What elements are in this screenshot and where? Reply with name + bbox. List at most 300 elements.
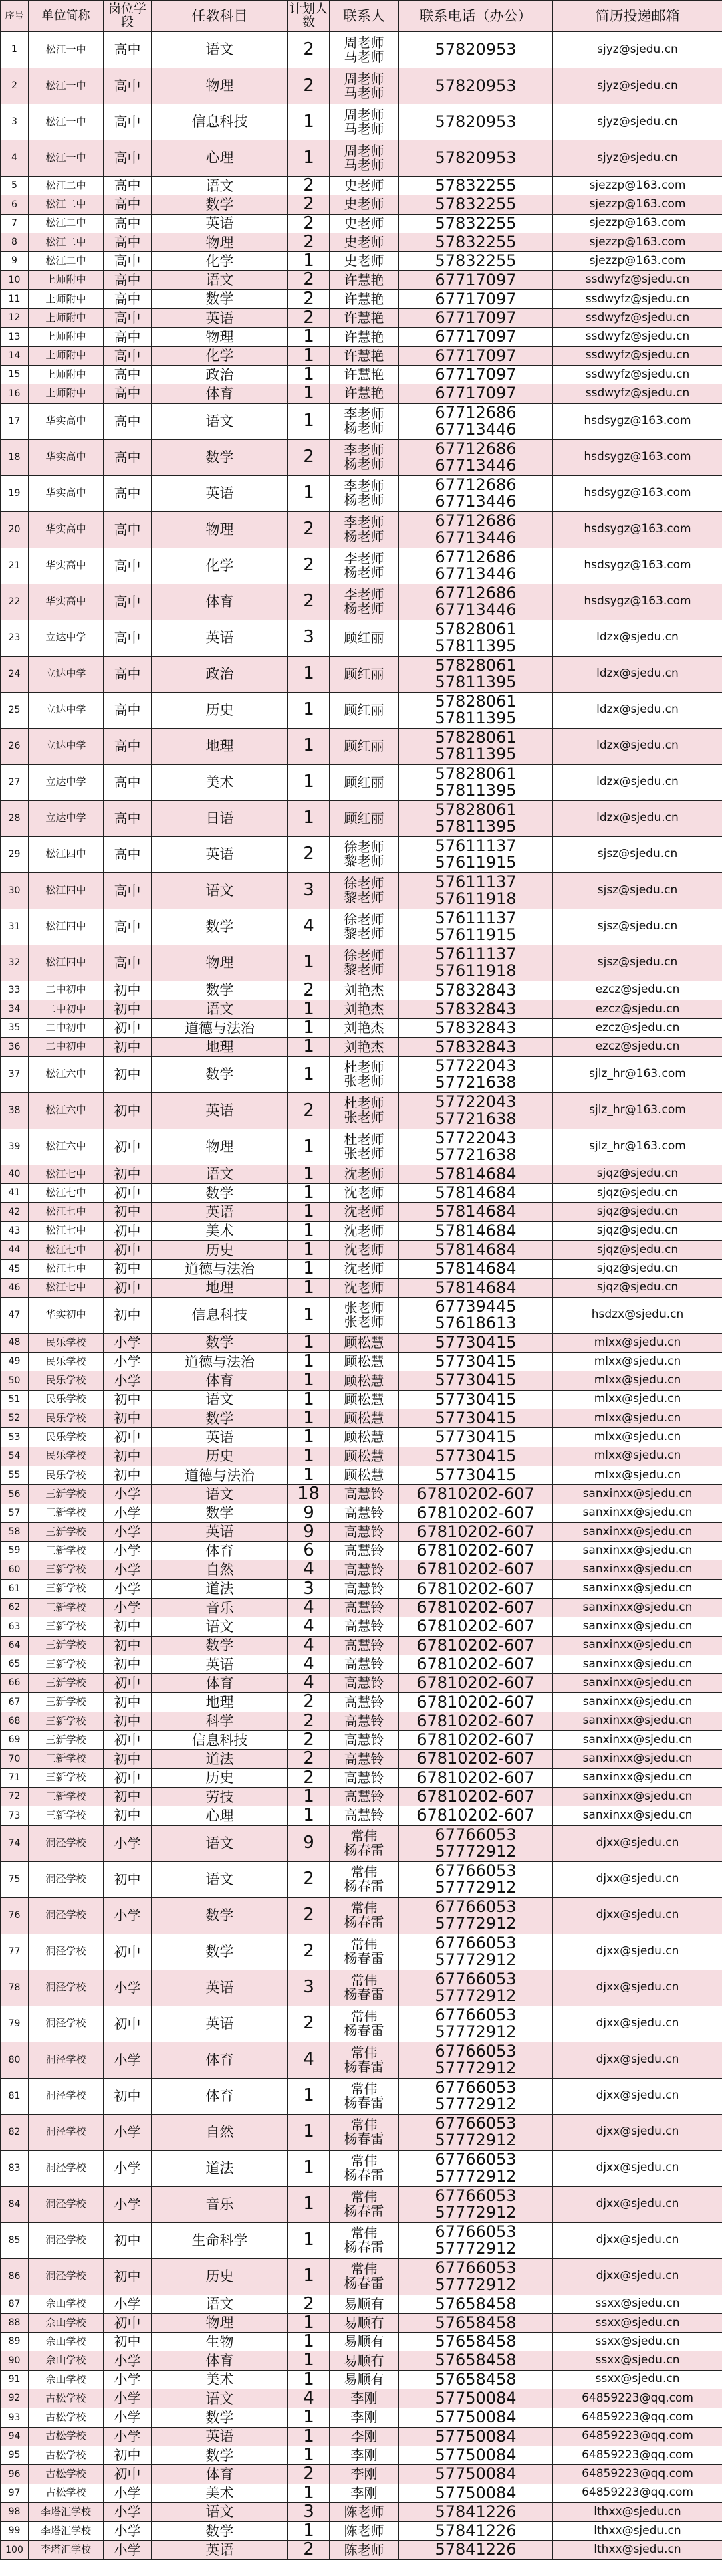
cell-contact-line: 常伟	[350, 2044, 378, 2061]
cell-stage: 小学	[104, 1522, 152, 1541]
table-row	[1, 2042, 722, 2078]
cell-phone-line: 67810202-607	[416, 1692, 535, 1712]
cell-contact	[330, 1221, 399, 1240]
cell-contact-line: 常伟	[350, 2189, 378, 2206]
cell-email: mlxx@sjedu.cn	[553, 1333, 722, 1352]
cell-phone	[399, 1240, 553, 1259]
cell-contact	[330, 1970, 399, 2006]
cell-phone	[399, 2522, 553, 2541]
table-row	[1, 2114, 722, 2150]
cell-phone-line: 57721638	[435, 1145, 517, 1165]
cell-contact	[330, 909, 399, 945]
cell-contact-line: 顾红丽	[344, 701, 384, 718]
cell-phone-line: 67712686	[435, 475, 517, 494]
cell-contact-line: 李老师	[344, 586, 384, 603]
cell-subject: 英语	[152, 1203, 288, 1221]
cell-email: sjezzp@163.com	[553, 195, 722, 214]
cell-seq: 93	[1, 2408, 29, 2427]
cell-contact-line: 李刚	[350, 2466, 378, 2482]
cell-contact-line: 高慧铃	[344, 1561, 384, 1578]
cell-phone-line: 57611918	[435, 961, 517, 981]
cell-count: 1	[288, 252, 330, 271]
cell-phone-line: 57828061	[435, 764, 517, 783]
table-row	[1, 1674, 722, 1693]
cell-phone	[399, 1970, 553, 2006]
cell-seq: 57	[1, 1504, 29, 1522]
table-row	[1, 1636, 722, 1655]
cell-stage: 高中	[104, 692, 152, 728]
cell-phone-line: 67713446	[435, 420, 517, 439]
cell-contact	[330, 1825, 399, 1861]
cell-contact	[330, 1297, 399, 1333]
cell-phone-line: 57772912	[435, 1950, 517, 1970]
table-row	[1, 1542, 722, 1560]
table-row	[1, 1240, 722, 1259]
cell-subject: 体育	[152, 2465, 288, 2484]
cell-unit: 三新学校	[29, 1712, 104, 1730]
cell-email: sjqz@sjedu.cn	[553, 1165, 722, 1183]
cell-phone-line: 57772912	[435, 2167, 517, 2186]
cell-phone-line: 67810202-607	[416, 1636, 535, 1655]
cell-stage: 高中	[104, 177, 152, 195]
cell-contact	[330, 2408, 399, 2427]
cell-phone	[399, 195, 553, 214]
cell-phone-line: 67810202-607	[416, 1617, 535, 1636]
cell-phone-line: 57750084	[435, 2464, 517, 2484]
cell-contact	[330, 2502, 399, 2521]
cell-count: 18	[288, 1485, 330, 1504]
cell-stage: 小学	[104, 2150, 152, 2186]
cell-count: 4	[288, 1655, 330, 1673]
cell-contact-line: 沈老师	[344, 1242, 384, 1258]
cell-phone	[399, 1165, 553, 1183]
cell-seq: 51	[1, 1390, 29, 1409]
cell-email: hsdsygz@163.com	[553, 511, 722, 548]
cell-phone-line: 67766053	[435, 2258, 517, 2277]
cell-contact-line: 李老师	[344, 406, 384, 423]
cell-count: 3	[288, 1579, 330, 1598]
cell-contact-line: 易顺有	[344, 2371, 384, 2387]
cell-email: sanxinxx@sjedu.cn	[553, 1522, 722, 1541]
cell-stage: 小学	[104, 2186, 152, 2222]
cell-contact-line: 史老师	[344, 215, 384, 231]
cell-phone-line: 67766053	[435, 2186, 517, 2205]
cell-contact	[330, 1000, 399, 1018]
cell-subject: 美术	[152, 764, 288, 800]
cell-phone-line: 57832255	[435, 251, 517, 271]
cell-phone-line: 67810202-607	[416, 1598, 535, 1617]
cell-contact-line: 高慧铃	[344, 1504, 384, 1521]
cell-phone	[399, 1825, 553, 1861]
cell-phone-line: 57611137	[435, 836, 517, 855]
table-row	[1, 1731, 722, 1750]
cell-contact-line: 高慧铃	[344, 1750, 384, 1767]
table-row	[1, 2186, 722, 2222]
cell-unit: 古松学校	[29, 2408, 104, 2427]
cell-phone-line: 57772912	[435, 2059, 517, 2078]
cell-phone-line: 57658458	[435, 2370, 517, 2389]
cell-email: ezcz@sjedu.cn	[553, 981, 722, 1000]
cell-phone-line: 57750084	[435, 2484, 517, 2502]
cell-unit: 上师附中	[29, 365, 104, 384]
cell-count: 1	[288, 1019, 330, 1038]
cell-phone-line: 67717097	[435, 365, 517, 384]
table-row	[1, 656, 722, 692]
cell-phone	[399, 1712, 553, 1730]
cell-contact-line: 李刚	[350, 2484, 378, 2501]
cell-phone-line: 57772912	[435, 1842, 517, 1861]
cell-seq: 52	[1, 1409, 29, 1428]
cell-seq: 55	[1, 1466, 29, 1484]
cell-seq: 66	[1, 1674, 29, 1693]
cell-subject: 物理	[152, 68, 288, 104]
cell-stage: 高中	[104, 403, 152, 439]
cell-stage: 初中	[104, 1466, 152, 1484]
cell-subject: 语文	[152, 872, 288, 909]
cell-contact-line: 杨老师	[344, 420, 384, 437]
cell-contact-line: 高慧铃	[344, 1618, 384, 1635]
cell-contact	[330, 836, 399, 872]
cell-count: 2	[288, 2295, 330, 2313]
cell-phone	[399, 800, 553, 836]
cell-subject: 科学	[152, 1712, 288, 1730]
table-row	[1, 764, 722, 800]
cell-unit: 二中初中	[29, 1019, 104, 1038]
cell-count: 1	[288, 1000, 330, 1018]
cell-contact-line: 陈老师	[344, 2503, 384, 2520]
cell-email: djxx@sjedu.cn	[553, 2258, 722, 2295]
cell-contact-line: 沈老师	[344, 1222, 384, 1239]
cell-contact-line: 杨春雷	[344, 1914, 384, 1931]
cell-subject: 语文	[152, 1165, 288, 1183]
cell-contact-line: 顾红丽	[344, 629, 384, 646]
cell-phone-line: 57832255	[435, 214, 517, 233]
cell-subject: 历史	[152, 2258, 288, 2295]
cell-seq: 6	[1, 195, 29, 214]
cell-subject: 美术	[152, 2484, 288, 2502]
table-row	[1, 1428, 722, 1447]
cell-phone-line: 57611915	[435, 925, 517, 945]
cell-unit: 洞泾学校	[29, 1970, 104, 2006]
cell-subject: 政治	[152, 365, 288, 384]
cell-unit: 洞泾学校	[29, 1897, 104, 1934]
cell-stage: 小学	[104, 2484, 152, 2502]
cell-subject: 数学	[152, 289, 288, 308]
cell-phone	[399, 140, 553, 177]
cell-stage: 初中	[104, 1655, 152, 1673]
table-row	[1, 2258, 722, 2295]
table-row	[1, 1693, 722, 1712]
cell-phone-line: 57772912	[435, 2203, 517, 2222]
cell-seq: 96	[1, 2465, 29, 2484]
cell-email: sanxinxx@sjedu.cn	[553, 1617, 722, 1636]
cell-seq: 78	[1, 1970, 29, 2006]
cell-phone-line: 57814684	[435, 1221, 517, 1240]
cell-seq: 13	[1, 328, 29, 346]
cell-phone	[399, 1409, 553, 1428]
table-row	[1, 1221, 722, 1240]
cell-stage: 高中	[104, 140, 152, 177]
cell-phone-line: 67810202-607	[416, 1730, 535, 1750]
cell-email: sanxinxx@sjedu.cn	[553, 1636, 722, 1655]
cell-contact	[330, 1750, 399, 1768]
cell-phone	[399, 1617, 553, 1636]
cell-email: ldzx@sjedu.cn	[553, 764, 722, 800]
cell-contact-line: 高慧铃	[344, 1769, 384, 1786]
cell-email: djxx@sjedu.cn	[553, 1934, 722, 1970]
cell-contact	[330, 1466, 399, 1484]
cell-stage: 高中	[104, 214, 152, 233]
table-row	[1, 140, 722, 177]
cell-unit: 立达中学	[29, 800, 104, 836]
cell-count: 2	[288, 2006, 330, 2042]
cell-contact-line: 刘艳杰	[344, 981, 384, 998]
cell-subject: 地理	[152, 728, 288, 764]
cell-contact-line: 史老师	[344, 177, 384, 194]
cell-subject: 美术	[152, 1221, 288, 1240]
table-row	[1, 1056, 722, 1092]
cell-email: lthxx@sjedu.cn	[553, 2522, 722, 2541]
cell-email: ssdwyfz@sjedu.cn	[553, 309, 722, 328]
cell-phone	[399, 475, 553, 511]
table-row	[1, 2484, 722, 2502]
cell-phone-line: 57814684	[435, 1165, 517, 1183]
cell-contact	[330, 1655, 399, 1673]
cell-phone	[399, 836, 553, 872]
table-row	[1, 1260, 722, 1278]
cell-contact-line: 易顺有	[344, 2352, 384, 2369]
cell-contact	[330, 1731, 399, 1750]
cell-contact-line: 刘艳杰	[344, 1001, 384, 1017]
cell-phone-line: 57841226	[435, 2502, 517, 2521]
cell-unit: 洞泾学校	[29, 1861, 104, 1897]
cell-stage: 高中	[104, 365, 152, 384]
table-row	[1, 511, 722, 548]
cell-count: 1	[288, 2446, 330, 2464]
cell-contact	[330, 2258, 399, 2295]
cell-subject: 语文	[152, 1000, 288, 1018]
cell-subject: 语文	[152, 32, 288, 68]
cell-phone-line: 57658458	[435, 2313, 517, 2332]
cell-phone-line: 57772912	[435, 1878, 517, 1897]
cell-email: mlxx@sjedu.cn	[553, 1390, 722, 1409]
cell-subject: 语文	[152, 1861, 288, 1897]
cell-unit: 松江四中	[29, 909, 104, 945]
cell-phone-line: 57814684	[435, 1183, 517, 1203]
cell-count: 1	[288, 1165, 330, 1183]
cell-seq: 4	[1, 140, 29, 177]
cell-stage: 小学	[104, 2042, 152, 2078]
cell-count: 1	[288, 2186, 330, 2222]
cell-stage: 初中	[104, 1806, 152, 1825]
cell-stage: 初中	[104, 1861, 152, 1897]
cell-phone	[399, 1636, 553, 1655]
cell-email: djxx@sjedu.cn	[553, 2114, 722, 2150]
cell-contact-line: 杨春雷	[344, 2239, 384, 2256]
table-row	[1, 1485, 722, 1504]
cell-count: 1	[288, 2114, 330, 2150]
cell-count: 1	[288, 365, 330, 384]
cell-contact-line: 徐老师	[344, 947, 384, 964]
cell-unit: 华实高中	[29, 584, 104, 620]
cell-phone-line: 57730415	[435, 1466, 517, 1484]
header-row	[1, 1, 722, 32]
cell-contact-line: 高慧铃	[344, 1486, 384, 1502]
cell-email: lthxx@sjedu.cn	[553, 2502, 722, 2521]
cell-count: 1	[288, 692, 330, 728]
cell-stage: 高中	[104, 945, 152, 981]
cell-email: lthxx@sjedu.cn	[553, 2541, 722, 2559]
cell-seq: 48	[1, 1333, 29, 1352]
cell-seq: 3	[1, 104, 29, 140]
cell-seq: 19	[1, 475, 29, 511]
cell-email: sjqz@sjedu.cn	[553, 1240, 722, 1259]
cell-contact-line: 常伟	[350, 2153, 378, 2170]
cell-stage: 高中	[104, 548, 152, 584]
cell-stage: 初中	[104, 1056, 152, 1092]
cell-stage: 小学	[104, 2502, 152, 2521]
cell-unit: 华实高中	[29, 439, 104, 475]
cell-unit: 上师附中	[29, 384, 104, 403]
cell-count: 1	[288, 104, 330, 140]
cell-unit: 三新学校	[29, 1636, 104, 1655]
cell-contact	[330, 32, 399, 68]
table-row	[1, 1333, 722, 1352]
cell-contact	[330, 1560, 399, 1579]
cell-count: 2	[288, 1897, 330, 1934]
cell-count: 2	[288, 1861, 330, 1897]
cell-contact	[330, 584, 399, 620]
cell-seq: 69	[1, 1731, 29, 1750]
cell-phone-line: 67766053	[435, 2150, 517, 2169]
cell-contact-line: 张老师	[344, 1109, 384, 1126]
cell-stage: 小学	[104, 1504, 152, 1522]
cell-unit: 松江二中	[29, 252, 104, 271]
cell-contact	[330, 1485, 399, 1504]
cell-contact	[330, 1712, 399, 1730]
cell-unit: 三新学校	[29, 1598, 104, 1617]
cell-stage: 初中	[104, 1203, 152, 1221]
table-row	[1, 836, 722, 872]
cell-count: 3	[288, 872, 330, 909]
cell-phone	[399, 68, 553, 104]
cell-phone-line: 57611137	[435, 909, 517, 927]
cell-phone	[399, 2389, 553, 2408]
cell-subject: 美术	[152, 2370, 288, 2389]
cell-unit: 民乐学校	[29, 1390, 104, 1409]
cell-contact-line: 许慧艳	[344, 385, 384, 402]
cell-stage: 小学	[104, 1970, 152, 2006]
cell-phone	[399, 1056, 553, 1092]
cell-unit: 二中初中	[29, 981, 104, 1000]
cell-email: sanxinxx@sjedu.cn	[553, 1693, 722, 1712]
cell-count: 1	[288, 1466, 330, 1484]
cell-email: djxx@sjedu.cn	[553, 2186, 722, 2222]
cell-stage: 小学	[104, 1598, 152, 1617]
cell-phone	[399, 1579, 553, 1598]
cell-phone	[399, 692, 553, 728]
cell-email: 64859223@qq.com	[553, 2465, 722, 2484]
cell-phone	[399, 584, 553, 620]
cell-count: 1	[288, 764, 330, 800]
cell-count: 2	[288, 271, 330, 289]
table-row	[1, 1617, 722, 1636]
cell-contact-line: 周老师	[344, 34, 384, 51]
cell-phone	[399, 728, 553, 764]
cell-contact	[330, 2006, 399, 2042]
cell-subject: 数学	[152, 1333, 288, 1352]
cell-seq: 29	[1, 836, 29, 872]
cell-email: sjqz@sjedu.cn	[553, 1278, 722, 1297]
cell-count: 2	[288, 177, 330, 195]
cell-phone-line: 67713446	[435, 564, 517, 584]
cell-phone	[399, 1184, 553, 1203]
cell-stage: 小学	[104, 1353, 152, 1371]
cell-email: ldzx@sjedu.cn	[553, 800, 722, 836]
table-row	[1, 2333, 722, 2351]
cell-count: 4	[288, 2389, 330, 2408]
cell-email: sanxinxx@sjedu.cn	[553, 1504, 722, 1522]
cell-contact	[330, 2465, 399, 2484]
cell-phone	[399, 1447, 553, 1466]
cell-subject: 体育	[152, 1674, 288, 1693]
table-row	[1, 2522, 722, 2541]
cell-email: sjyz@sjedu.cn	[553, 68, 722, 104]
header-subject: 任教科目	[152, 1, 288, 32]
table-row	[1, 620, 722, 656]
cell-subject: 信息科技	[152, 1731, 288, 1750]
cell-seq: 79	[1, 2006, 29, 2042]
cell-phone-line: 67766053	[435, 1825, 517, 1844]
cell-contact	[330, 439, 399, 475]
cell-unit: 松江七中	[29, 1278, 104, 1297]
cell-contact-line: 沈老师	[344, 1165, 384, 1182]
cell-contact-line: 杨老师	[344, 564, 384, 581]
cell-contact-line: 高慧铃	[344, 1542, 384, 1559]
cell-count: 2	[288, 195, 330, 214]
cell-unit: 立达中学	[29, 620, 104, 656]
cell-contact-line: 马老师	[344, 84, 384, 101]
cell-count: 4	[288, 1560, 330, 1579]
cell-stage: 初中	[104, 1129, 152, 1165]
cell-seq: 95	[1, 2446, 29, 2464]
cell-phone-line: 57820953	[435, 39, 517, 59]
cell-contact-line: 杜老师	[344, 1095, 384, 1112]
table-row	[1, 104, 722, 140]
cell-count: 6	[288, 1542, 330, 1560]
cell-phone-line: 57820953	[435, 148, 517, 167]
cell-contact	[330, 728, 399, 764]
cell-phone	[399, 384, 553, 403]
table-row	[1, 365, 722, 384]
cell-phone-line: 67766053	[435, 2222, 517, 2241]
cell-stage: 初中	[104, 1768, 152, 1787]
cell-contact	[330, 1390, 399, 1409]
cell-contact	[330, 548, 399, 584]
cell-contact-line: 许慧艳	[344, 310, 384, 326]
cell-seq: 100	[1, 2541, 29, 2559]
cell-contact	[330, 2313, 399, 2332]
cell-phone-line: 57721638	[435, 1073, 517, 1092]
cell-seq: 20	[1, 511, 29, 548]
cell-phone-line: 67810202-607	[416, 1712, 535, 1730]
cell-count: 2	[288, 32, 330, 68]
cell-count: 1	[288, 945, 330, 981]
cell-phone	[399, 289, 553, 308]
cell-unit: 上师附中	[29, 289, 104, 308]
cell-subject: 历史	[152, 692, 288, 728]
cell-contact-line: 徐老师	[344, 911, 384, 928]
